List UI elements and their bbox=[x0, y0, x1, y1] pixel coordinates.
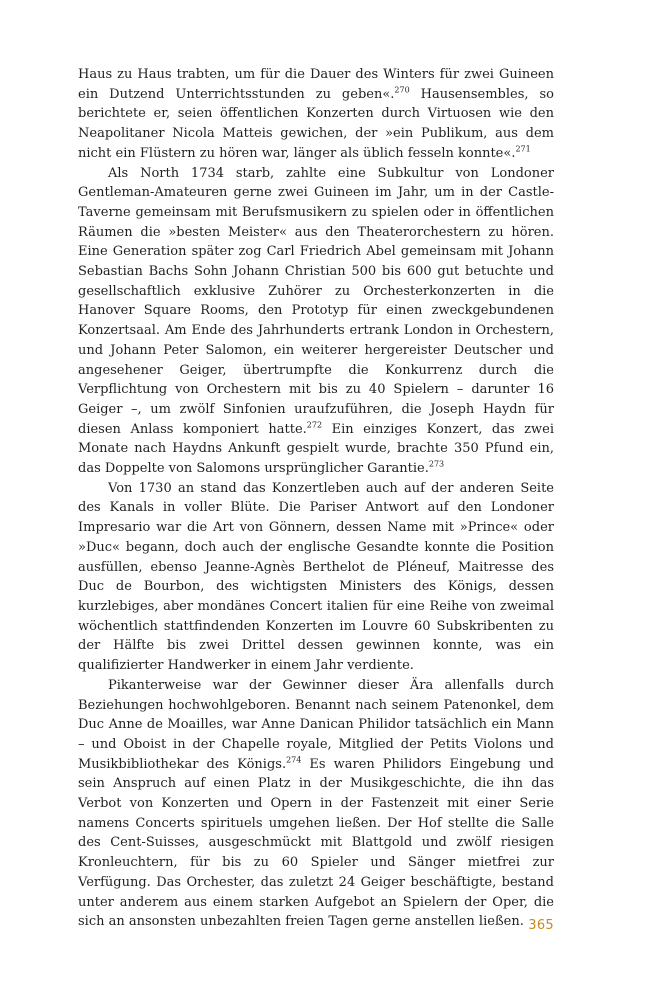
footnote-marker: 272 bbox=[306, 420, 323, 430]
page-number: 365 bbox=[528, 918, 554, 933]
footnote-marker: 270 bbox=[394, 85, 410, 95]
body-text bbox=[78, 65, 554, 932]
paragraph-text: Als North 1734 starb, zahlte eine Subkultur von Londoner Gentleman-Amateuren gerne zwei Guineen im Jahr, um in der Castle-Taverne gemeinsam mit Berufsmusikern zu spielen oder in öffentlichen Räumen die »besten Meister« aus den Theaterorchestern zu hören. Eine Generation später zog Carl Friedrich Abel gemeinsam mit Johann Sebastian Bachs Sohn Johann Christian 500 bis 600 gut betuchte und gesellschaftlich exklusive Zuhörer zu Orchesterkonzerten in die Hanover Square Rooms, den Prototyp für einen zweckgebundenen Konzertsaal. Am Ende des Jahrhunderts ertrank London in Orchestern, und Johann Peter Salomon, ein weiterer hergereister Deutscher und angesehener Geiger, übertrumpfte die Konkurrenz durch die Verpflichtung von Orchestern mit bis zu 40 Spielern – darunter 16 Geiger –, um zwölf Sinfonien uraufzuführen, die Joseph Haydn für diesen Anlass komponiert hatte. bbox=[78, 165, 554, 437]
paragraph-text: Es waren Philidors Eingebung und sein Anspruch auf einen Platz in der Musikgeschichte, die ihn das Verbot von Konzerten und Opern in der Fastenzeit mit einer Serie namens Concerts spirituels umgehen ließen. Der Hof stellte die Salle des Cent-Suisses, ausgeschmückt mit Blattgold und zwölf riesigen Kronleuchtern, für bis zu 60 Spieler und Sänger mietfrei zur Verfügung. Das Orchester, das zuletzt 24 Geiger beschäftigte, bestand unter anderem aus einem starken Aufgebot an Spielern der Oper, die sich an ansonsten unbezahlten freien Tagen gerne anstellen ließen. bbox=[78, 756, 554, 930]
paragraph bbox=[78, 676, 554, 932]
footnote-marker: 274 bbox=[286, 755, 302, 765]
paragraph-text: Haus zu Haus trabten, um für die Dauer des Winters für zwei Guineen ein Dutzend Unterrichtsstunden zu geben«. bbox=[78, 67, 554, 102]
paragraph bbox=[78, 479, 554, 676]
paragraph-text: Hausensembles, so berichtete er, seien öffentlichen Konzerten durch Virtuosen wie den Neapolitaner Nicola Matteis gewichen, der »ein Publikum, aus dem nicht ein Flüstern zu hören war, länger als üblich fesseln konnte«. bbox=[78, 86, 554, 161]
paragraph-text: Ein einziges Konzert, das zwei Monate nach Haydns Ankunft gespielt wurde, brachte 350 Pfund ein, das Doppelte von Salomons ursprünglicher Garantie. bbox=[78, 421, 554, 477]
paragraph-text: Pikanterweise war der Gewinner dieser Ära allenfalls durch Beziehungen hochwohlgeboren. Benannt nach seinem Patenonkel, dem Duc Anne de Moailles, war Anne Danican Philidor tatsächlich ein Mann – und Oboist in der Chapelle royale, Mitglied der Petits Violons und Musikbibliothekar des Königs. bbox=[78, 677, 554, 772]
footnote-marker: 273 bbox=[428, 459, 445, 469]
paragraph bbox=[78, 164, 554, 479]
paragraph-text: Von 1730 an stand das Konzertleben auch auf der anderen Seite des Kanals in voller Blüte. Die Pariser Antwort auf den Londoner Impresario war die Art von Gönnern, dessen Name mit »Prince« oder »Duc« begann, doch auch der englische Gesandte konnte die Position ausfüllen, ebenso Jeanne-Agnès Berthelot de Pléneuf, Maitresse des Duc de Bourbon, des wichtigsten Ministers des Königs, dessen kurzlebiges, aber mondänes Concert italien für eine Reihe von zweimal wöchentlich stattfindenden Konzerten im Louvre 60 Subskribenten zu der Hälfte bis zwei Drittel dessen gewinnen konnte, was ein qualifizierter Handwerker in einem Jahr verdiente. bbox=[78, 480, 554, 674]
footnote-marker: 271 bbox=[515, 144, 531, 154]
paragraph bbox=[78, 65, 554, 164]
